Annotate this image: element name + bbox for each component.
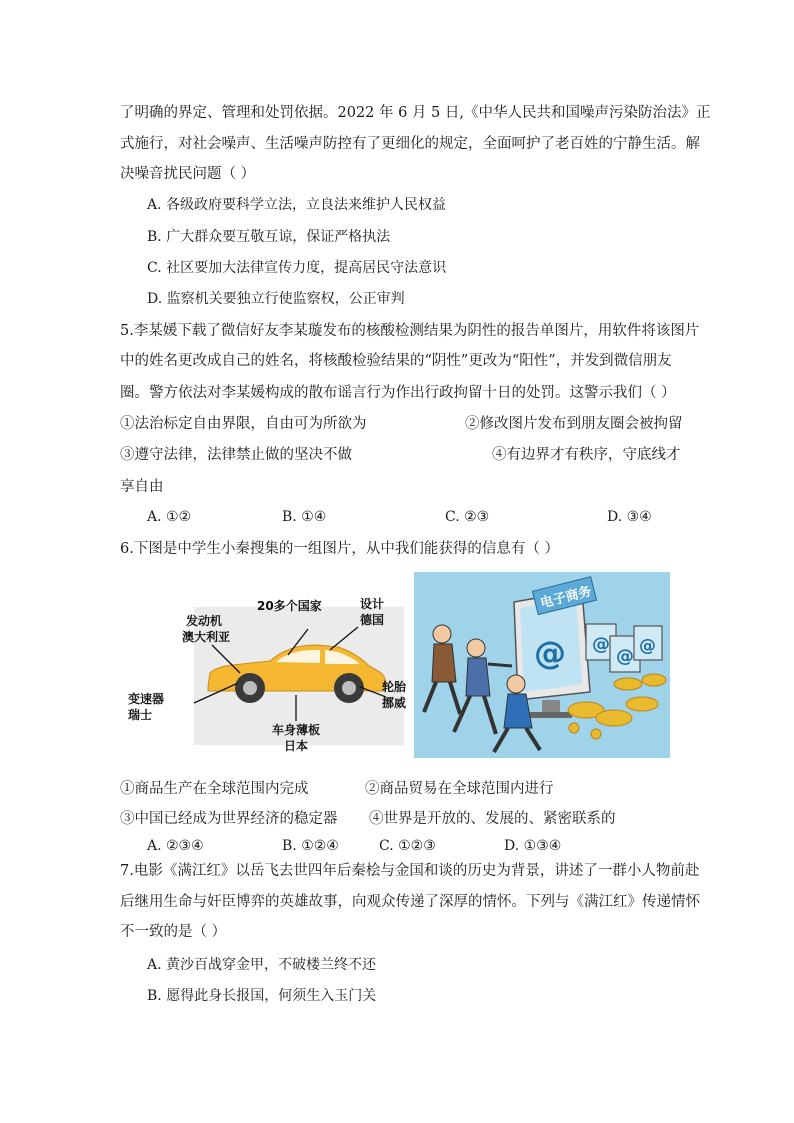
q6-option-d: D. ①③④ xyxy=(504,838,562,854)
q7-option-a: A. 黄沙百战穿金甲，不破楼兰终不还 xyxy=(147,957,377,973)
q4-option-d: D. 监察机关要独立行使监察权，公正审判 xyxy=(147,291,405,307)
q5-stem-line-2: 中的姓名更改成自己的姓名，将核酸检验结果的“阴性”更改为“阳性”，并发到微信朋友 xyxy=(120,353,672,369)
q4-stem-line-2: 式施行，对社会噪声、生活噪声防控有了更细化的规定，全面呵护了老百姓的宁静生活。解 xyxy=(120,136,700,152)
q7-stem-line-3: 不一致的是（ ） xyxy=(120,924,227,940)
q6-option-a: A. ②③④ xyxy=(147,838,204,854)
label-body-country: 日本 xyxy=(284,739,309,753)
q5-statement-1: ①法治标定自由界限，自由可为所欲为 xyxy=(120,416,367,432)
q6-statement-3: ③中国已经成为世界经济的稳定器 xyxy=(120,811,338,827)
label-countries: 20多个国家 xyxy=(257,599,322,613)
q6-stem: 6.下图是中学生小秦搜集的一组图片，从中我们能获得的信息有（ ） xyxy=(120,541,559,557)
q6-option-b: B. ①②④ xyxy=(282,838,339,854)
label-engine-country: 澳大利亚 xyxy=(182,630,231,644)
q5-statement-3: ③遵守法律，法律禁止做的坚决不做 xyxy=(120,447,352,463)
ecommerce-cartoon-figure xyxy=(414,572,670,758)
label-gearbox: 变速器 xyxy=(128,692,165,706)
q5-statement-4-cont: 享自由 xyxy=(120,479,164,495)
svg-text:@: @ xyxy=(592,634,610,655)
q7-stem-line-1: 7.电影《满江红》以岳飞去世四年后秦桧与金国和谈的历史为背景，讲述了一群小人物前赴 xyxy=(120,863,700,879)
q4-stem-line-3: 决噪音扰民问题（ ） xyxy=(120,166,256,182)
q5-option-d: D. ③④ xyxy=(607,509,652,525)
label-gearbox-country: 瑞士 xyxy=(128,708,153,722)
svg-text:@: @ xyxy=(639,636,656,656)
svg-text:@: @ xyxy=(616,646,634,667)
q6-option-c: C. ①②③ xyxy=(379,838,436,854)
q5-option-a: A. ①② xyxy=(147,509,192,525)
q7-stem-line-2: 后继用生命与奸臣博弈的英雄故事，向观众传递了深厚的情怀。下列与《满江红》传递情怀 xyxy=(120,894,700,910)
label-tire-country: 挪威 xyxy=(382,696,407,710)
q4-option-c: C. 社区要加大法律宣传力度，提高居民守法意识 xyxy=(147,260,447,276)
q4-option-b: B. 广大群众要互敬互谅，保证严格执法 xyxy=(147,229,391,245)
label-engine: 发动机 xyxy=(186,614,223,628)
q5-stem-line-3: 圈。警方依法对李某媛构成的散布谣言行为作出行政拘留十日的处罚。这警示我们（ ） xyxy=(120,385,676,401)
label-design: 设计 xyxy=(360,597,385,611)
at-sign-icon: @ xyxy=(534,634,566,672)
q6-statement-1: ①商品生产在全球范围内完成 xyxy=(120,781,309,797)
label-tire: 轮胎 xyxy=(382,680,407,694)
label-body: 车身薄板 xyxy=(272,723,321,737)
q4-stem-line-1: 了明确的界定、管理和处罚依据。2022 年 6 月 5 日,《中华人民共和国噪声污染防治法》正 xyxy=(120,105,711,121)
q6-statement-2: ②商品贸易在全球范围内进行 xyxy=(365,781,554,797)
label-design-country: 德国 xyxy=(360,613,385,627)
q5-statement-2: ②修改图片发布到朋友圈会被拘留 xyxy=(465,416,683,432)
q5-statement-4: ④有边界才有秩序，守底线才 xyxy=(492,447,681,463)
car-parts-figure xyxy=(120,595,410,760)
q5-option-c: C. ②③ xyxy=(445,509,490,525)
q5-option-b: B. ①④ xyxy=(282,509,327,525)
q4-option-a: A. 各级政府要科学立法，立良法来维护人民权益 xyxy=(147,197,447,213)
q7-option-b: B. 愿得此身长报国，何须生入玉门关 xyxy=(147,988,377,1004)
q5-stem-line-1: 5.李某媛下载了微信好友李某璇发布的核酸检测结果为阴性的报告单图片，用软件将该图片 xyxy=(120,323,700,339)
svg-text:电子商务: 电子商务 xyxy=(539,584,594,612)
q6-statement-4: ④世界是开放的、发展的、紧密联系的 xyxy=(369,811,616,827)
